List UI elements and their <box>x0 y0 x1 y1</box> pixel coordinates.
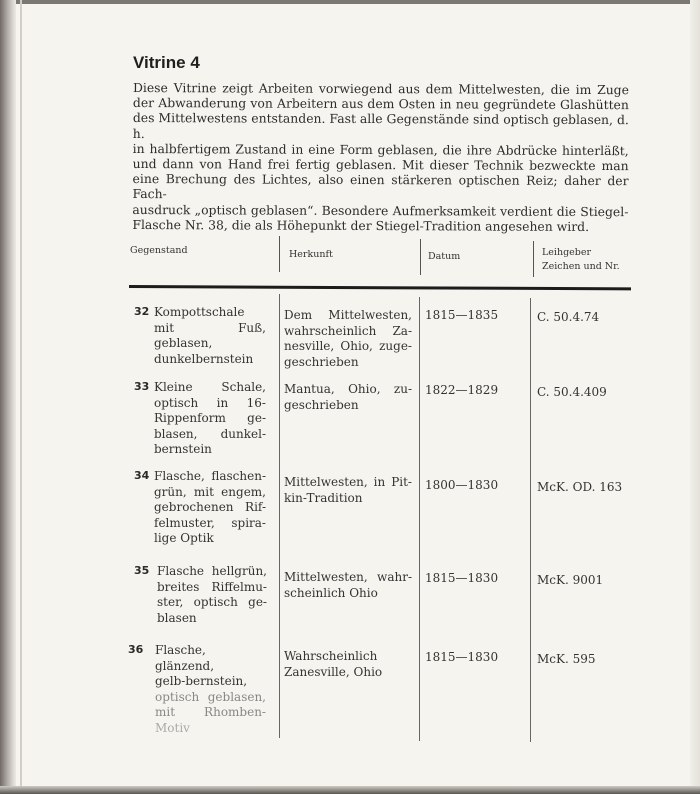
cell-line: Zanesville, Ohio <box>284 664 383 679</box>
cell-line: blasen <box>157 610 197 625</box>
section-title: Vitrine 4 <box>133 53 200 72</box>
item-number: 35 <box>134 564 150 577</box>
cell-line: geschrieben <box>284 354 359 369</box>
header-divider <box>533 241 534 277</box>
item-number: 32 <box>134 305 150 318</box>
column-divider <box>279 294 280 738</box>
header-divider <box>279 236 280 272</box>
cell-line: Dem Mittelwesten, <box>284 308 412 322</box>
cell-line: grün, mit engem, <box>154 484 266 499</box>
cell-line: gelb-bernstein, <box>155 674 248 688</box>
header-leihgeber-line2: Zeichen und Nr. <box>542 261 620 272</box>
cell-leihgeber: McK. 595 <box>537 652 596 666</box>
cell-datum: 1815—1830 <box>425 650 499 664</box>
cell-gegenstand <box>154 380 266 458</box>
cell-datum: 1815—1830 <box>425 571 499 585</box>
cell-leihgeber: C. 50.4.74 <box>537 310 600 324</box>
intro-line: der Abwanderung von Arbeitern aus dem Osten in neu gegründete Glashütten <box>132 95 629 113</box>
header-leihgeber-line1: Leihgeber <box>542 247 592 258</box>
cell-herkunft <box>284 649 412 680</box>
cell-line: Rippenform ge- <box>154 411 266 425</box>
intro-line: in halbfertigem Zustand in eine Form geblasen, die ihre Abdrücke hinterläßt, <box>132 140 629 158</box>
cell-line: Kompottschale <box>154 305 245 319</box>
cell-herkunft <box>284 475 412 506</box>
header-herkunft: Herkunft <box>289 249 333 260</box>
cell-gegenstand <box>154 305 266 367</box>
cell-line: Mantua, Ohio, zu- <box>284 382 412 396</box>
book-binding-shadow <box>0 0 16 794</box>
cell-line: nesville, Ohio, zuge- <box>284 339 412 353</box>
cell-herkunft <box>284 382 412 413</box>
cell-line: mit Fuß, geblasen, <box>154 320 266 350</box>
cell-line: gebrochenen Rif- <box>154 500 266 514</box>
cell-line: Mittelwesten, in Pit- <box>284 475 412 489</box>
header-gegenstand: Gegenstand <box>130 245 188 256</box>
cell-datum: 1822—1829 <box>425 383 499 397</box>
cell-line: dunkelbernstein <box>154 351 254 366</box>
cell-line: wahrscheinlich Za- <box>284 323 412 338</box>
cell-line: ster, optisch ge- <box>157 595 267 609</box>
item-number: 33 <box>134 380 150 393</box>
page-top-edge <box>0 0 700 4</box>
cell-herkunft <box>284 570 412 601</box>
header-rule <box>129 285 631 290</box>
cell-line: kin-Tradition <box>284 490 363 505</box>
cell-gegenstand <box>155 643 266 736</box>
item-number: 34 <box>134 469 150 482</box>
intro-line: Diese Vitrine zeigt Arbeiten vorwiegend aus dem Mittelwesten, die im Zuge <box>132 80 629 98</box>
cell-line: geschrieben <box>284 397 359 412</box>
cell-gegenstand <box>154 469 266 547</box>
cell-line: Flasche, flaschen- <box>154 469 266 483</box>
cell-line: Flasche, glänzend, <box>155 643 215 673</box>
cell-line: bernstein <box>154 442 212 456</box>
cell-line: Kleine Schale, <box>154 380 266 394</box>
header-divider <box>420 239 421 275</box>
cell-leihgeber: C. 50.4.409 <box>537 385 607 399</box>
cell-line: Motiv <box>155 720 190 735</box>
cell-gegenstand <box>157 564 267 626</box>
cell-datum: 1815—1835 <box>425 308 499 322</box>
cell-line: scheinlich Ohio <box>284 585 378 600</box>
cell-datum: 1800—1830 <box>425 478 499 492</box>
column-divider <box>419 297 420 741</box>
cell-line: Wahrscheinlich <box>284 649 378 663</box>
intro-paragraph <box>132 80 629 234</box>
header-leihgeber <box>542 246 620 274</box>
intro-line: Flasche Nr. 38, die als Höhepunkt der Stiegel-Tradition angesehen wird. <box>132 216 590 234</box>
page-fold-line <box>20 0 22 794</box>
page-right-edge <box>690 0 700 794</box>
cell-line: mit Rhomben- <box>155 705 266 719</box>
cell-line: lige Optik <box>154 531 214 545</box>
header-datum: Datum <box>428 251 461 262</box>
cell-herkunft <box>284 308 412 370</box>
cell-line: felmuster, spira- <box>154 515 266 530</box>
cell-leihgeber: McK. OD. 163 <box>537 480 623 494</box>
intro-line: des Mittelwestens entstanden. Fast alle Gegenstände sind optisch geblasen, d. h. <box>132 110 629 141</box>
cell-line: Flasche hellgrün, <box>157 564 267 578</box>
intro-line: und dann von Hand frei fertig geblasen. Mit dieser Technik bezweckte man <box>132 156 629 174</box>
page-bottom-edge <box>0 786 700 794</box>
cell-line: optisch geblasen, <box>155 689 266 704</box>
cell-leihgeber: McK. 9001 <box>537 573 604 587</box>
intro-line: ausdruck „optisch geblasen“. Besondere Aufmerksamkeit verdient die Stiegel- <box>132 201 629 219</box>
column-divider <box>530 298 531 742</box>
cell-line: optisch in 16- <box>154 395 266 410</box>
cell-line: breites Riffelmu- <box>157 579 267 594</box>
intro-line: eine Brechung des Lichtes, also einen stärkeren optischen Reiz; daher der Fach- <box>132 171 629 202</box>
item-number: 36 <box>128 643 144 656</box>
cell-line: blasen, dunkel- <box>154 426 266 441</box>
cell-line: Mittelwesten, wahr- <box>284 570 412 584</box>
